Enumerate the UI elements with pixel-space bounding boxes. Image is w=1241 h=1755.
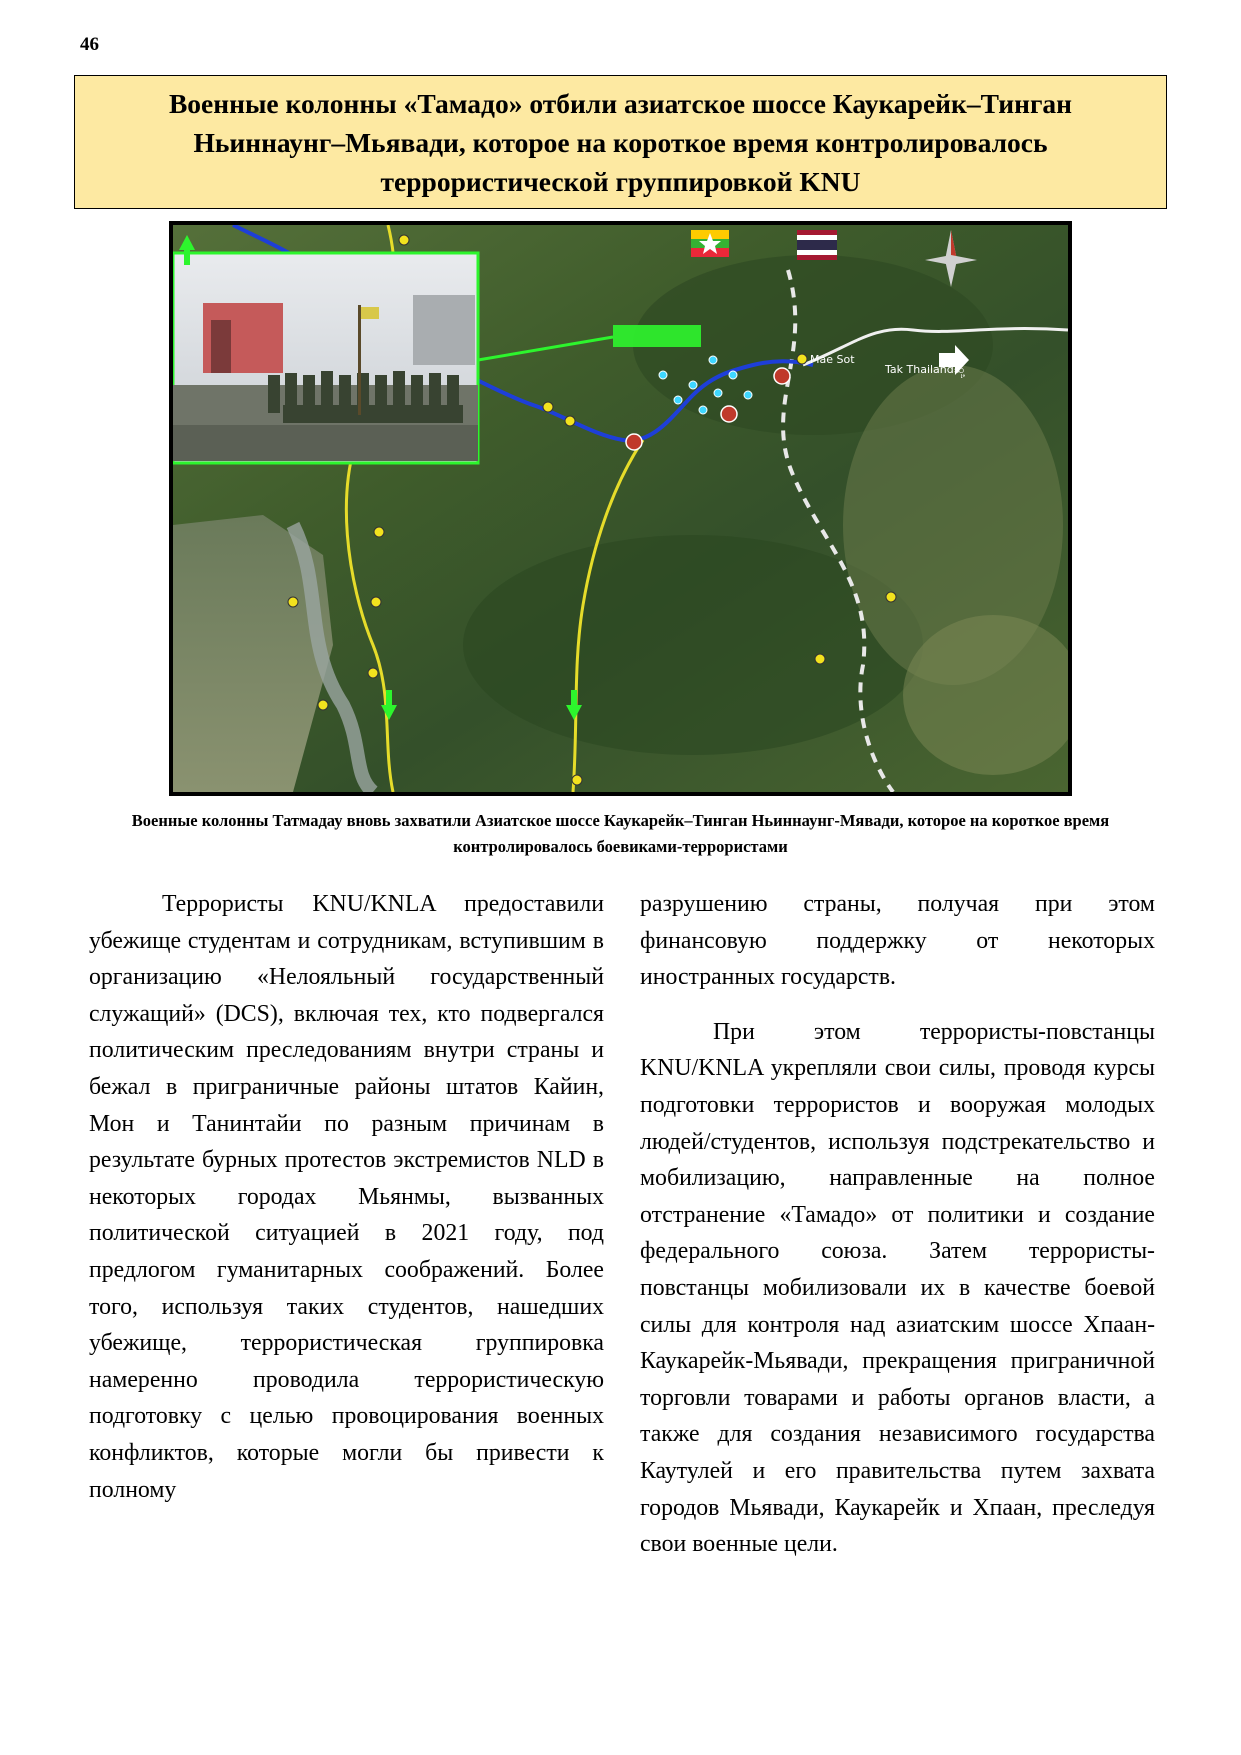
label-mae-sot: Mae Sot	[810, 353, 855, 366]
myanmar-flag-icon	[691, 230, 729, 257]
paragraph: При этом террористы-повстанцы KNU/KNLA укрепляли свои силы, проводя курсы подготовки террористов и вооружая молодых людей/студентов, используя подстрекательство и мобилизацию, направленные на полное отстранение «Тамадо» от политики и создание федерального союза. Затем террористы-повстанцы мобилизовали их в качестве боевой силы для контроля над азиатским шоссе Хпаан-Каукарейк-Мьявади, прекращения приграничной торговли товарами и работы органов власти, а также для создания независимого государства Каутулей и его правительства путем захвата городов Мьявади, Каукарейк и Хпаан, преследуя свои военные цели.	[640, 1018, 1155, 1558]
paragraph-continuation: разрушению страны, получая при этом финансовую поддержку от некоторых иностранных государств.	[640, 891, 1155, 991]
thailand-flag-icon	[797, 230, 837, 260]
paragraph: Террористы KNU/KNLA предоставили убежище студентам и сотрудникам, вступившим в организацию «Нелояльный государственный служащий» (DCS), включая тех, кто подвергался политическим преследованиям внутри страны и бежал в приграничные районы штатов Кайин, Мон и Танинтайи по разным причинам в результате бурных протестов экстремистов NLD в некоторых городах Мьянмы, вызванных политической ситуацией в 2021 году, под предлогом гуманитарных соображений. Более того, используя таких студентов, нашедших убежище, террористическая группировка намеренно проводила террористическую подготовку с целью провоцирования военных конфликтов, которые могли бы привести к полному	[89, 891, 604, 1503]
article-title: Военные колонны «Тамадо» отбили азиатское шоссе Каукарейк–Тинган Ньиннаунг–Мьявади, которое на короткое время контролировалось террористической группировкой KNU	[168, 87, 1073, 197]
text-column-left	[89, 886, 604, 1508]
text-column-right	[640, 886, 1155, 1563]
label-tak-thailand: Tak Thailandသို့	[885, 363, 965, 376]
page-number: 46	[80, 34, 99, 55]
map-figure	[169, 221, 1072, 796]
inset-photo	[173, 253, 478, 463]
highlight-label-box	[613, 325, 701, 347]
figure-caption: Военные колонны Татмадау вновь захватили Азиатское шоссе Каукарейк–Тинган Ньиннаунг-Мявади, которое на короткое время контролировалось боевиками-террористами	[131, 811, 1110, 856]
title-box	[74, 75, 1167, 209]
satellite-map	[173, 225, 1068, 792]
